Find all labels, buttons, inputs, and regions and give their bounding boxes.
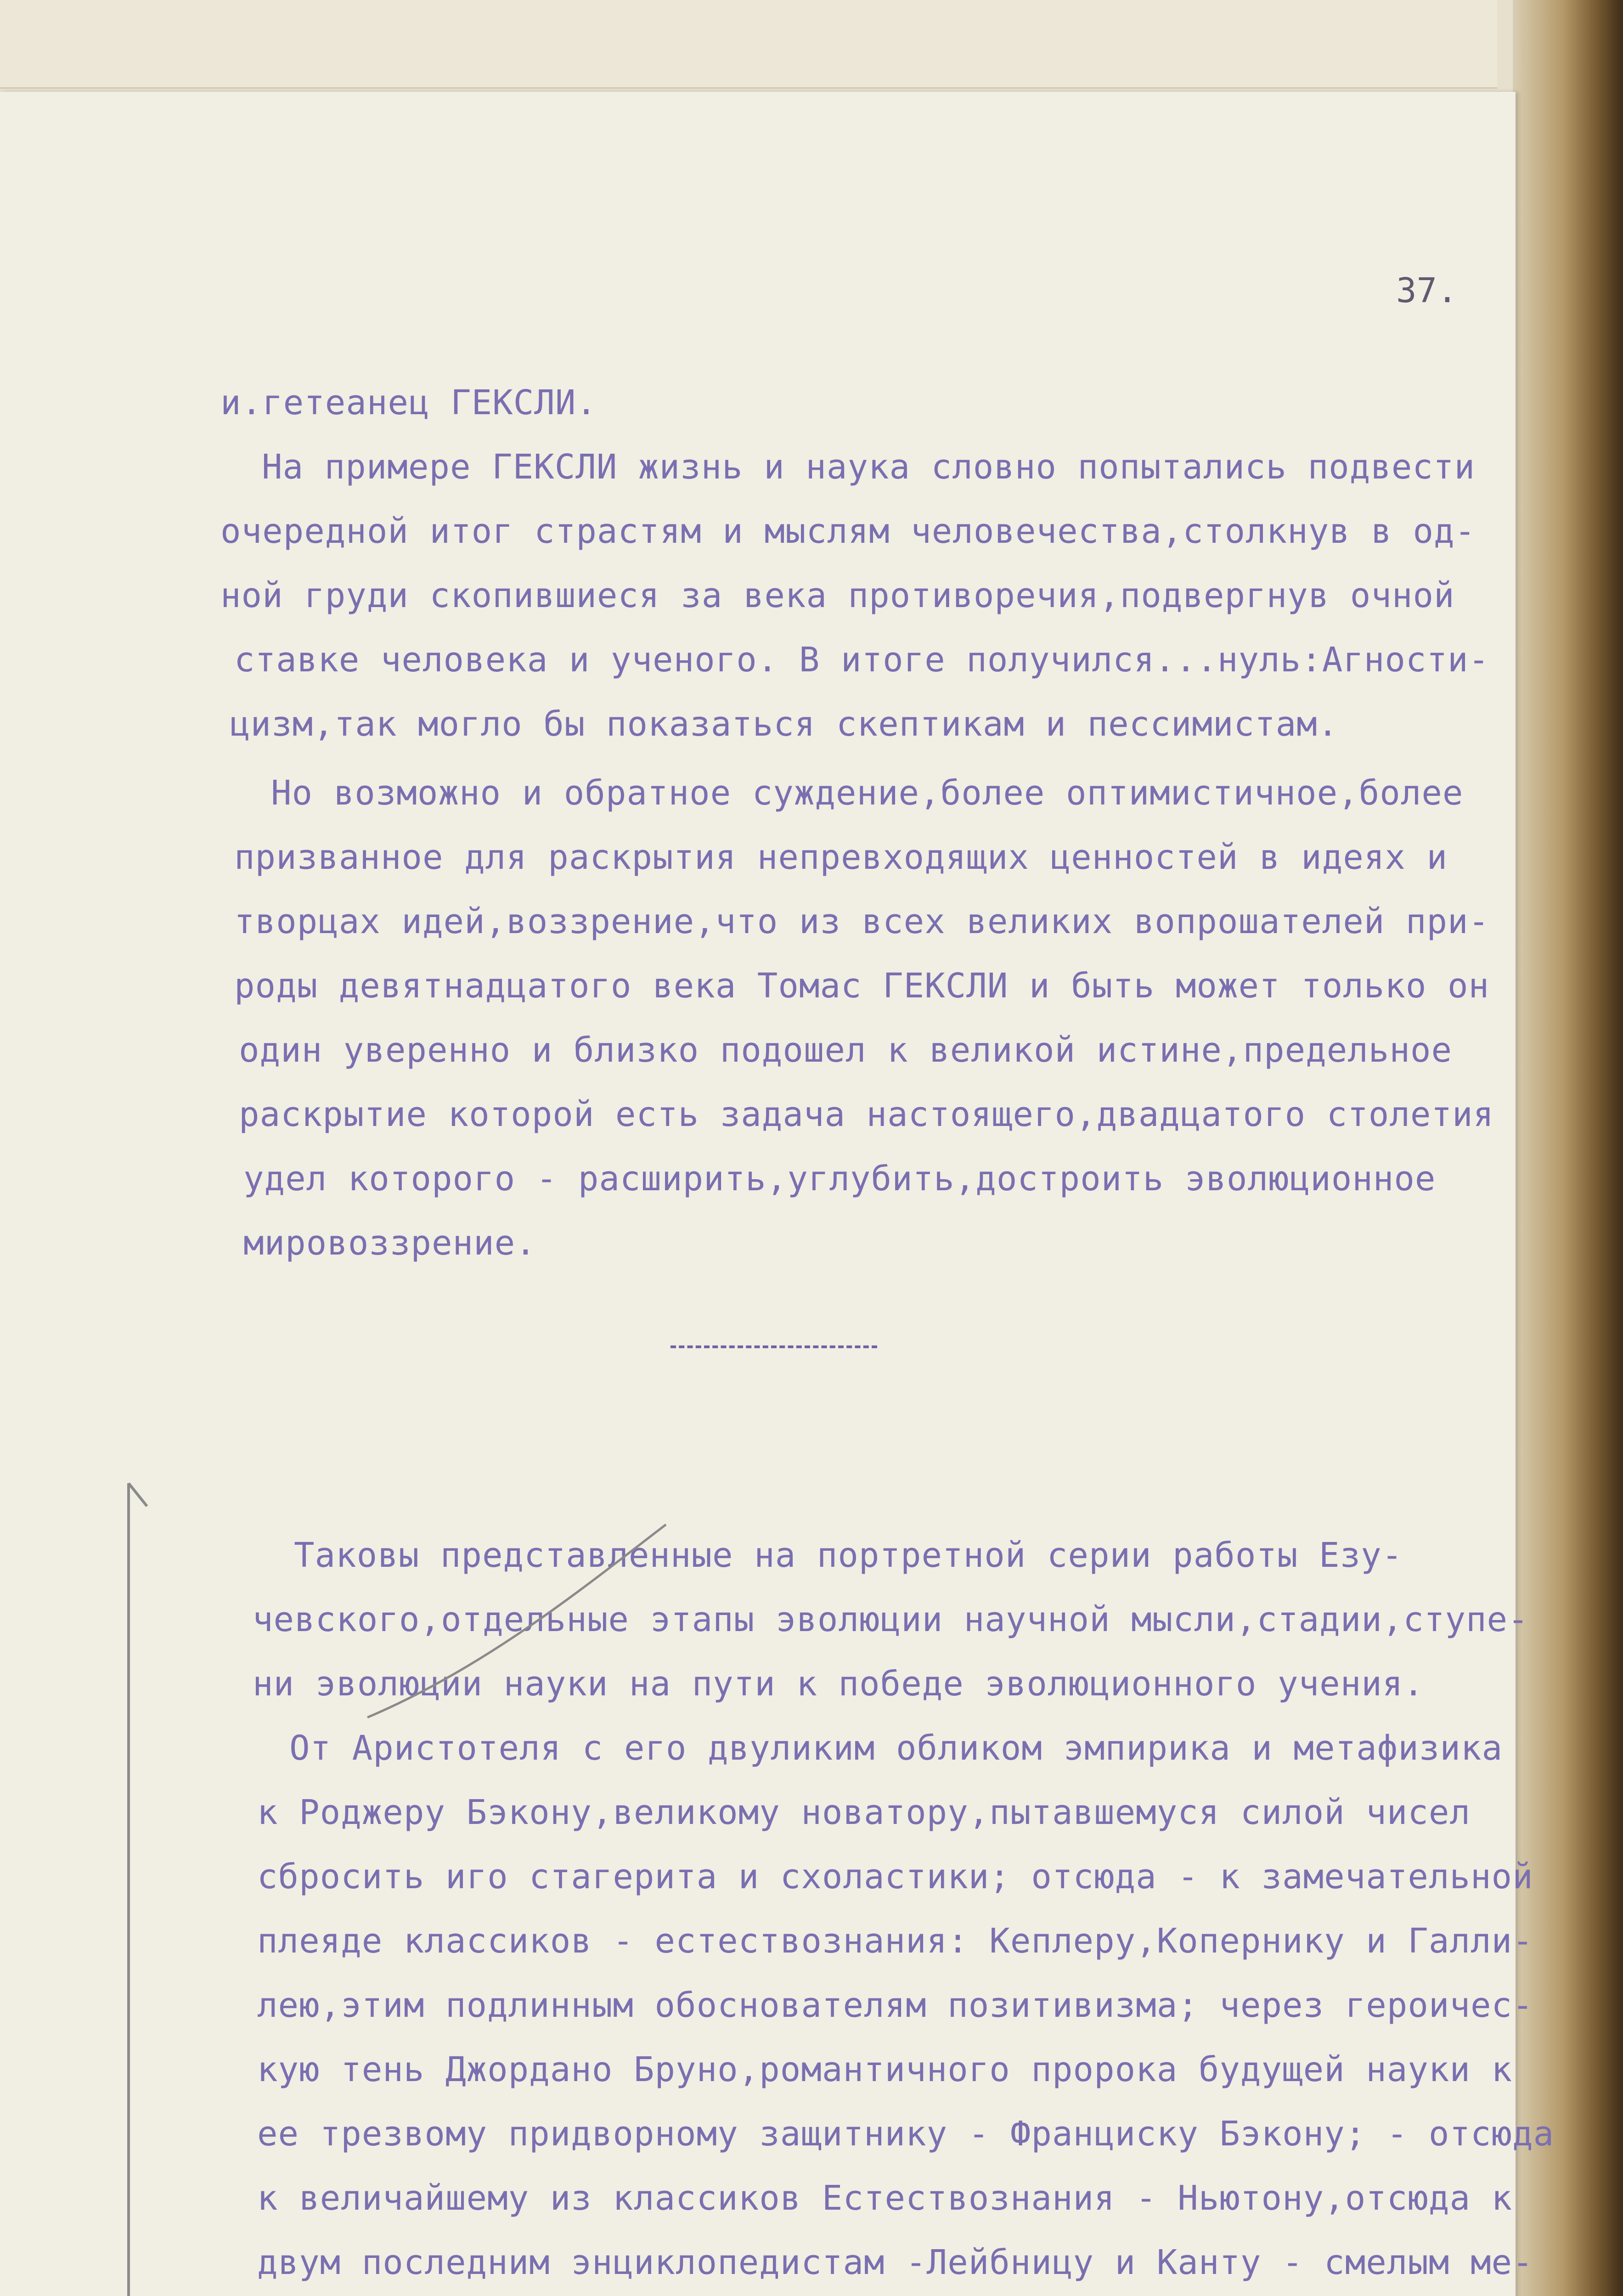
text-line: ставке человека и ученого. В итоге получился...нуль:Агности-	[234, 640, 1490, 680]
text-line: и.гетеанец ГЕКСЛИ.	[220, 383, 597, 422]
underlying-sheet-edge	[0, 0, 1497, 89]
section-separator	[671, 1345, 877, 1348]
text-line: удел которого - расширить,углубить,достроить эволюционное	[243, 1159, 1436, 1199]
text-line: к Роджеру Бэкону,великому новатору,пытавшемуся силой чисел	[257, 1793, 1471, 1832]
text-line: очередной итог страстям и мыслям человечества,столкнув в од-	[220, 512, 1476, 551]
page-number: 37.	[1396, 271, 1458, 310]
text-line: раскрытие которой есть задача настоящего,двадцатого столетия	[239, 1095, 1494, 1134]
text-line: двум последним энциклопедистам -Лейбницу и Канту - смелым ме-	[257, 2243, 1533, 2282]
text-line: один уверенно и близко подошел к великой истине,предельное	[239, 1030, 1453, 1070]
text-line: кую тень Джордано Бруно,романтичного пророка будущей науки к	[257, 2050, 1513, 2089]
text-line: От Аристотеля с его двуликим обликом эмпирика и метафизика	[289, 1728, 1503, 1768]
text-line: Но возможно и обратное суждение,более оптимистичное,более	[271, 773, 1464, 813]
text-line: ни эволюции науки на пути к победе эволюционного учения.	[253, 1664, 1424, 1704]
text-line: творцах идей,воззрение,что из всех великих вопрошателей при-	[234, 902, 1490, 941]
typewritten-page	[0, 92, 1555, 2296]
pencil-strike-mark	[358, 1515, 680, 1727]
text-line: к величайшему из классиков Естествознания - Ньютону,отсюда к	[257, 2178, 1513, 2218]
text-line: цизм,так могло бы показаться скептикам и пессимистам.	[230, 704, 1339, 744]
text-line: чевского,отдельные этапы эволюции научной мысли,стадии,ступе-	[253, 1600, 1529, 1639]
text-line: ной груди скопившиеся за века противоречия,подвергнув очной	[220, 576, 1455, 615]
text-line: Таковы представленные на портретной серии работы Езу-	[294, 1536, 1403, 1575]
text-line: На примере ГЕКСЛИ жизнь и наука словно попытались подвести	[262, 447, 1476, 487]
text-line: лею,этим подлинным обоснователям позитивизма; через героичес-	[257, 1986, 1533, 2025]
text-line: призванное для раскрытия непревходящих ценностей в идеях и	[234, 838, 1448, 877]
text-line: мировоззрение.	[243, 1223, 536, 1263]
text-line: плеяде классиков - естествознания: Кеплеру,Копернику и Галли-	[257, 1921, 1533, 1961]
text-line: ее трезвому придворному защитнику - Франциску Бэкону; - отсюда	[257, 2114, 1555, 2154]
pencil-margin-bracket	[124, 1474, 152, 2296]
text-line: роды девятнадцатого века Томас ГЕКСЛИ и быть может только он	[234, 966, 1490, 1006]
text-line: сбросить иго стагерита и схоластики; отсюда - к замечательной	[257, 1857, 1533, 1896]
